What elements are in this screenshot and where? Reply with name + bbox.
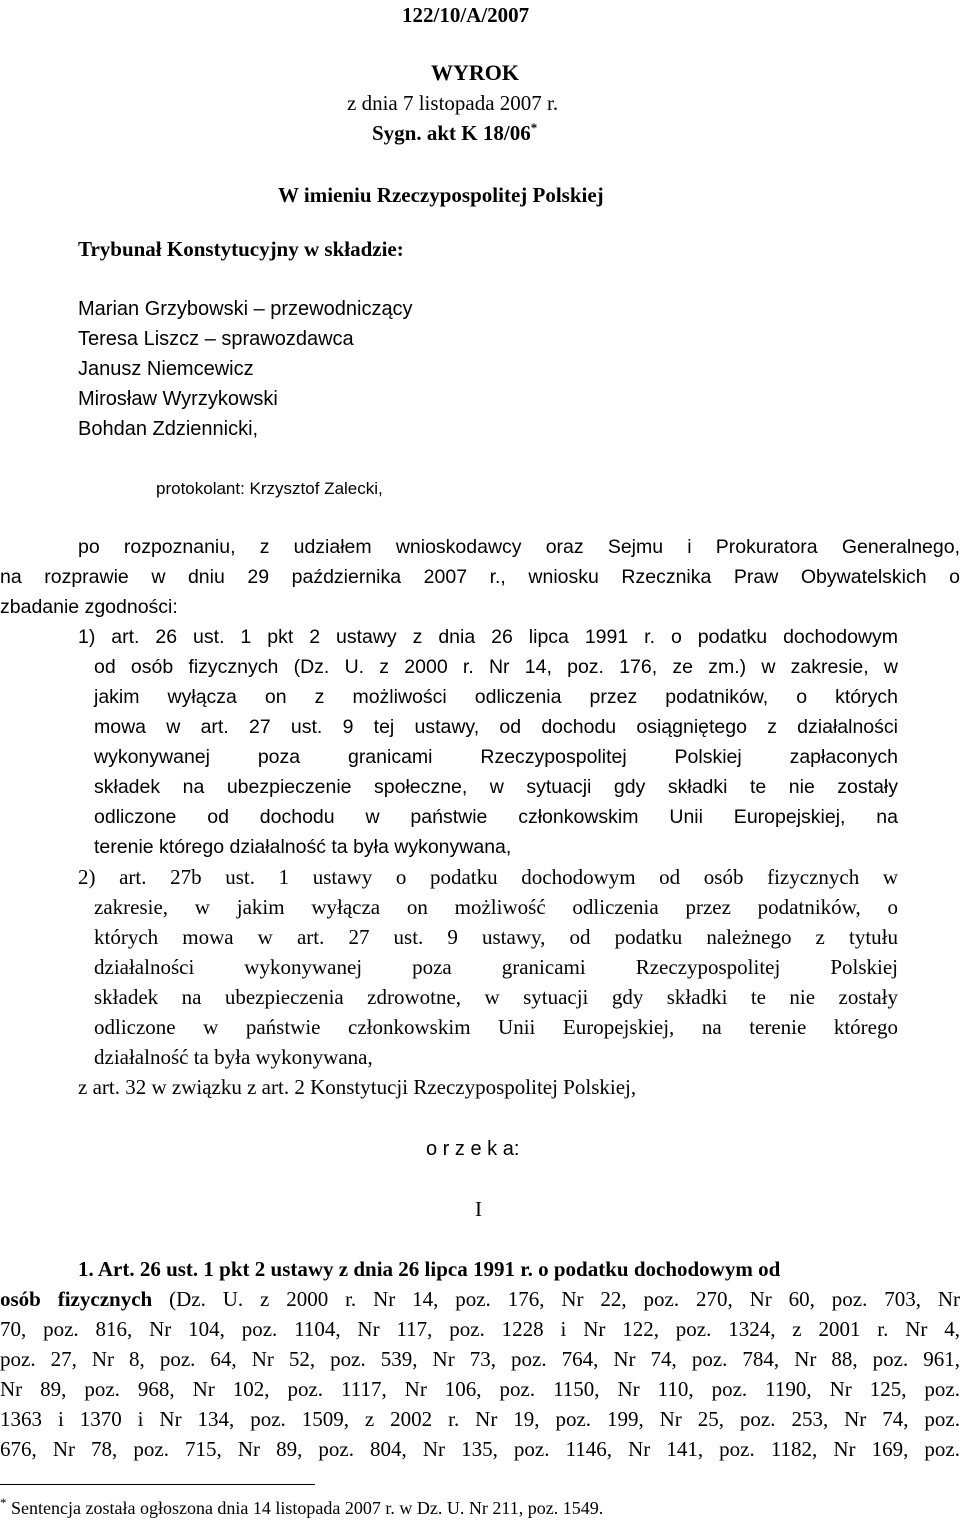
constitutional-basis: z art. 32 w związku z art. 2 Konstytucji Rzeczypospolitej Polskiej, [78,1075,637,1099]
panel-member: Marian Grzybowski – przewodniczący [78,298,413,320]
panel-member: Mirosław Wyrzykowski [78,388,278,410]
intro-line: zbadanie zgodności: [0,596,178,618]
footnote-marker: * [530,120,538,135]
item-2-line: działalność ta była wykonywana, [94,1045,373,1069]
footnote-mark: * [0,1495,7,1510]
item-1 [78,622,898,862]
footnote-divider [0,1484,315,1485]
ruling-line: 676, Nr 78, poz. 715, Nr 89, poz. 804, Nr 135, poz. 1146, Nr 141, poz. 1182, Nr 169, poz. [0,1437,960,1461]
item-1-line: terenie którego działalność ta była wykonywana, [94,836,512,858]
panel-members [78,294,413,444]
footnote-text: Sentencja została ogłoszona dnia 14 listopada 2007 r. w Dz. U. Nr 211, poz. 1549. [6,1498,604,1518]
item-1-line: od osób fizycznych (Dz. U. z 2000 r. Nr 14, poz. 176, ze zm.) w zakresie, w [94,656,898,678]
item-1-line: jakim wyłącza on z możliwości odliczenia przez podatników, o których [94,686,898,708]
item-1-line: 1) art. 26 ust. 1 pkt 2 ustawy z dnia 26 lipca 1991 r. o podatku dochodowym [78,626,898,648]
item-1-line: składek na ubezpieczenie społeczne, w sytuacji gdy składki te nie zostały [94,776,898,798]
item-2 [78,862,898,1072]
item-1-line: wykonywanej poza granicami Rzeczypospolitej Polskiej zapłaconych [94,746,898,768]
item-2-line: odliczone w państwie członkowskim Unii Europejskiej, na terenie którego [94,1015,898,1039]
intro-line: na rozprawie w dniu 29 października 2007 r., wniosku Rzecznika Praw Obywatelskich o [0,566,960,588]
item-2-line: działalności wykonywanej poza granicami Rzeczypospolitej Polskiej [94,955,898,979]
panel-heading: Trybunał Konstytucyjny w składzie: [78,237,404,261]
ruling-first-line: 1. Art. 26 ust. 1 pkt 2 ustawy z dnia 26 lipca 1991 r. o podatku dochodowym od [78,1257,781,1281]
ruling-heading: o r z e k a: [426,1138,520,1160]
panel-member: Bohdan Zdziennicki, [78,418,259,440]
footnote [0,1496,603,1520]
ruling-line: Nr 89, poz. 968, Nr 102, poz. 1117, Nr 106, poz. 1150, Nr 110, poz. 1190, Nr 125, poz. [0,1377,960,1401]
item-1-line: mowa w art. 27 ust. 9 tej ustawy, od dochodu osiągniętego z działalności [94,716,898,738]
ruling-line: osób fizycznych (Dz. U. z 2000 r. Nr 14, poz. 176, Nr 22, poz. 270, Nr 60, poz. 703, Nr [0,1287,960,1311]
intro-paragraph [0,532,960,622]
item-2-line: 2) art. 27b ust. 1 ustawy o podatku dochodowym od osób fizycznych w [78,865,898,889]
panel-member: Janusz Niemcewicz [78,358,254,380]
court-clerk: protokolant: Krzysztof Zalecki, [156,479,383,498]
item-2-line: składek na ubezpieczenia zdrowotne, w sytuacji gdy składki te nie zostały [94,985,898,1009]
ruling-paragraph [0,1254,960,1464]
invocation: W imieniu Rzeczypospolitej Polskiej [278,183,604,207]
ruling-line: 1363 i 1370 i Nr 134, poz. 1509, z 2002 r. Nr 19, poz. 199, Nr 25, poz. 253, Nr 74, poz. [0,1407,960,1431]
intro-line: po rozpoznaniu, z udziałem wnioskodawcy oraz Sejmu i Prokuratora Generalnego, [78,536,960,558]
section-number: I [475,1197,482,1221]
document-title: WYROK [431,60,519,85]
item-2-line: których mowa w art. 27 ust. 9 ustawy, od podatku należnego z tytułu [94,925,898,949]
ruling-line: 70, poz. 816, Nr 104, poz. 1104, Nr 117, poz. 1228 i Nr 122, poz. 1324, z 2001 r. Nr 4, [0,1317,960,1341]
case-reference: 122/10/A/2007 [402,3,530,27]
case-signature: Sygn. akt K 18/06* [372,120,538,145]
ruling-line: poz. 27, Nr 8, poz. 64, Nr 52, poz. 539, Nr 73, poz. 764, Nr 74, poz. 784, Nr 88, poz. 961, [0,1347,960,1371]
judgment-date: z dnia 7 listopada 2007 r. [347,91,559,115]
panel-member: Teresa Liszcz – sprawozdawca [78,328,354,350]
item-1-line: odliczone od dochodu w państwie członkowskim Unii Europejskiej, na [94,806,898,828]
item-2-line: zakresie, w jakim wyłącza on możliwość odliczenia przez podatników, o [94,895,898,919]
